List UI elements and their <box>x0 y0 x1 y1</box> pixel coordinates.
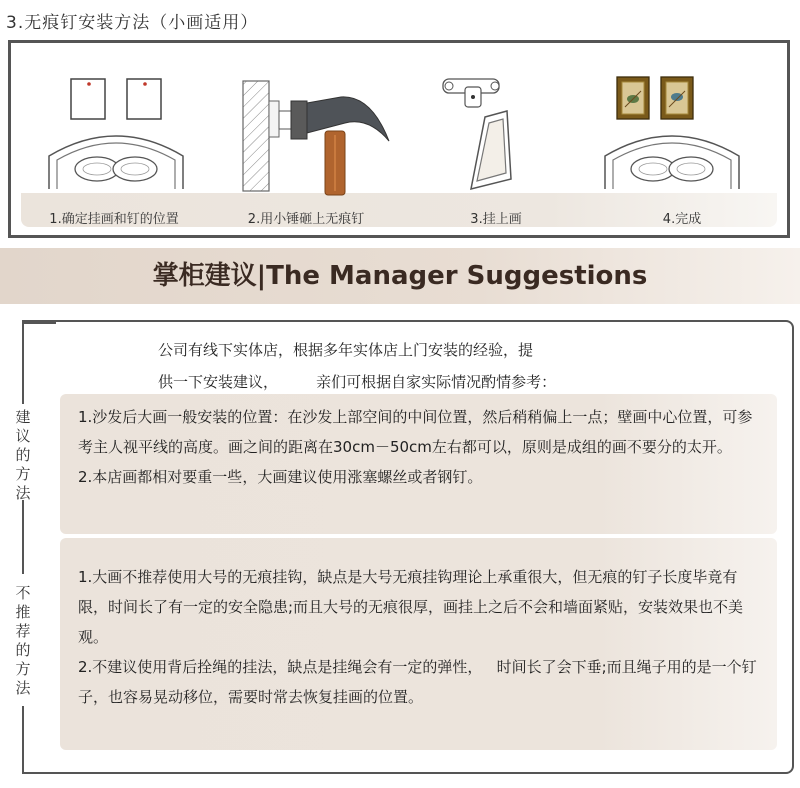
step-4 <box>597 53 767 227</box>
suggestions-banner <box>0 248 800 304</box>
intro-line-2: 供一下安装建议， 亲们可根据自家实际情况酌情参考： <box>158 373 557 391</box>
install-steps-panel <box>8 40 790 238</box>
bed-with-bird-paintings-icon <box>597 61 767 191</box>
not-recommended-item-1: 1.大画不推荐使用大号的无痕挂钩，缺点是大号无痕挂钩理论上承重很大，但无痕的钉子长度毕竟有限，时间长了有一定的安全隐患;而且大号的无痕很厚，画挂上之后不会和墙面紧贴，安装效果也不美观。 <box>78 568 744 646</box>
step-3-caption: 3.挂上画 <box>470 212 522 227</box>
side-divider-top <box>22 320 24 404</box>
recommended-item-1: 1.沙发后大画一般安装的位置：在沙发上部空间的中间位置，然后稍稍偏上一点；壁画中心位置，可参考主人视平线的高度。画之间的距离在30cm－50cm左右都可以，原则是成组的画不要分的太开。 <box>78 408 753 456</box>
intro-line-1: 公司有线下实体店，根据多年实体店上门安装的经验，提 <box>158 341 534 359</box>
section-title: 3.无痕钉安装方法（小画适用） <box>6 13 259 33</box>
banner-title: 掌柜建议|The Manager Suggestions <box>152 261 648 291</box>
step-2 <box>221 53 391 227</box>
recommended-box <box>60 394 777 534</box>
step-4-caption: 4.完成 <box>662 212 702 227</box>
recommended-item-2: 2.本店画都相对要重一些，大画建议使用涨塞螺丝或者钢钉。 <box>78 468 483 486</box>
step-2-caption: 2.用小锤砸上无痕钉 <box>247 212 365 227</box>
not-recommended-item-2: 2.不建议使用背后拴绳的挂法，缺点是挂绳会有一定的弹性， 时间长了会下垂;而且绳子用的是一个钉子，也容易晃动移位，需要时常去恢复挂画的位置。 <box>78 658 757 706</box>
side-divider-middle <box>22 500 24 574</box>
step-1 <box>29 53 199 227</box>
not-recommended-box <box>60 538 777 750</box>
not-recommended-label: 不推荐的方法 <box>15 584 31 697</box>
step-1-caption: 1.确定挂画和钉的位置 <box>49 212 179 227</box>
bed-with-two-frames-icon <box>29 61 199 191</box>
side-divider-bottom <box>22 706 24 772</box>
hammer-nail-icon <box>221 61 391 201</box>
hanging-frame-icon <box>411 61 581 191</box>
recommended-label: 建议的方法 <box>15 408 31 502</box>
step-3 <box>411 53 581 227</box>
intro-text <box>158 334 638 398</box>
